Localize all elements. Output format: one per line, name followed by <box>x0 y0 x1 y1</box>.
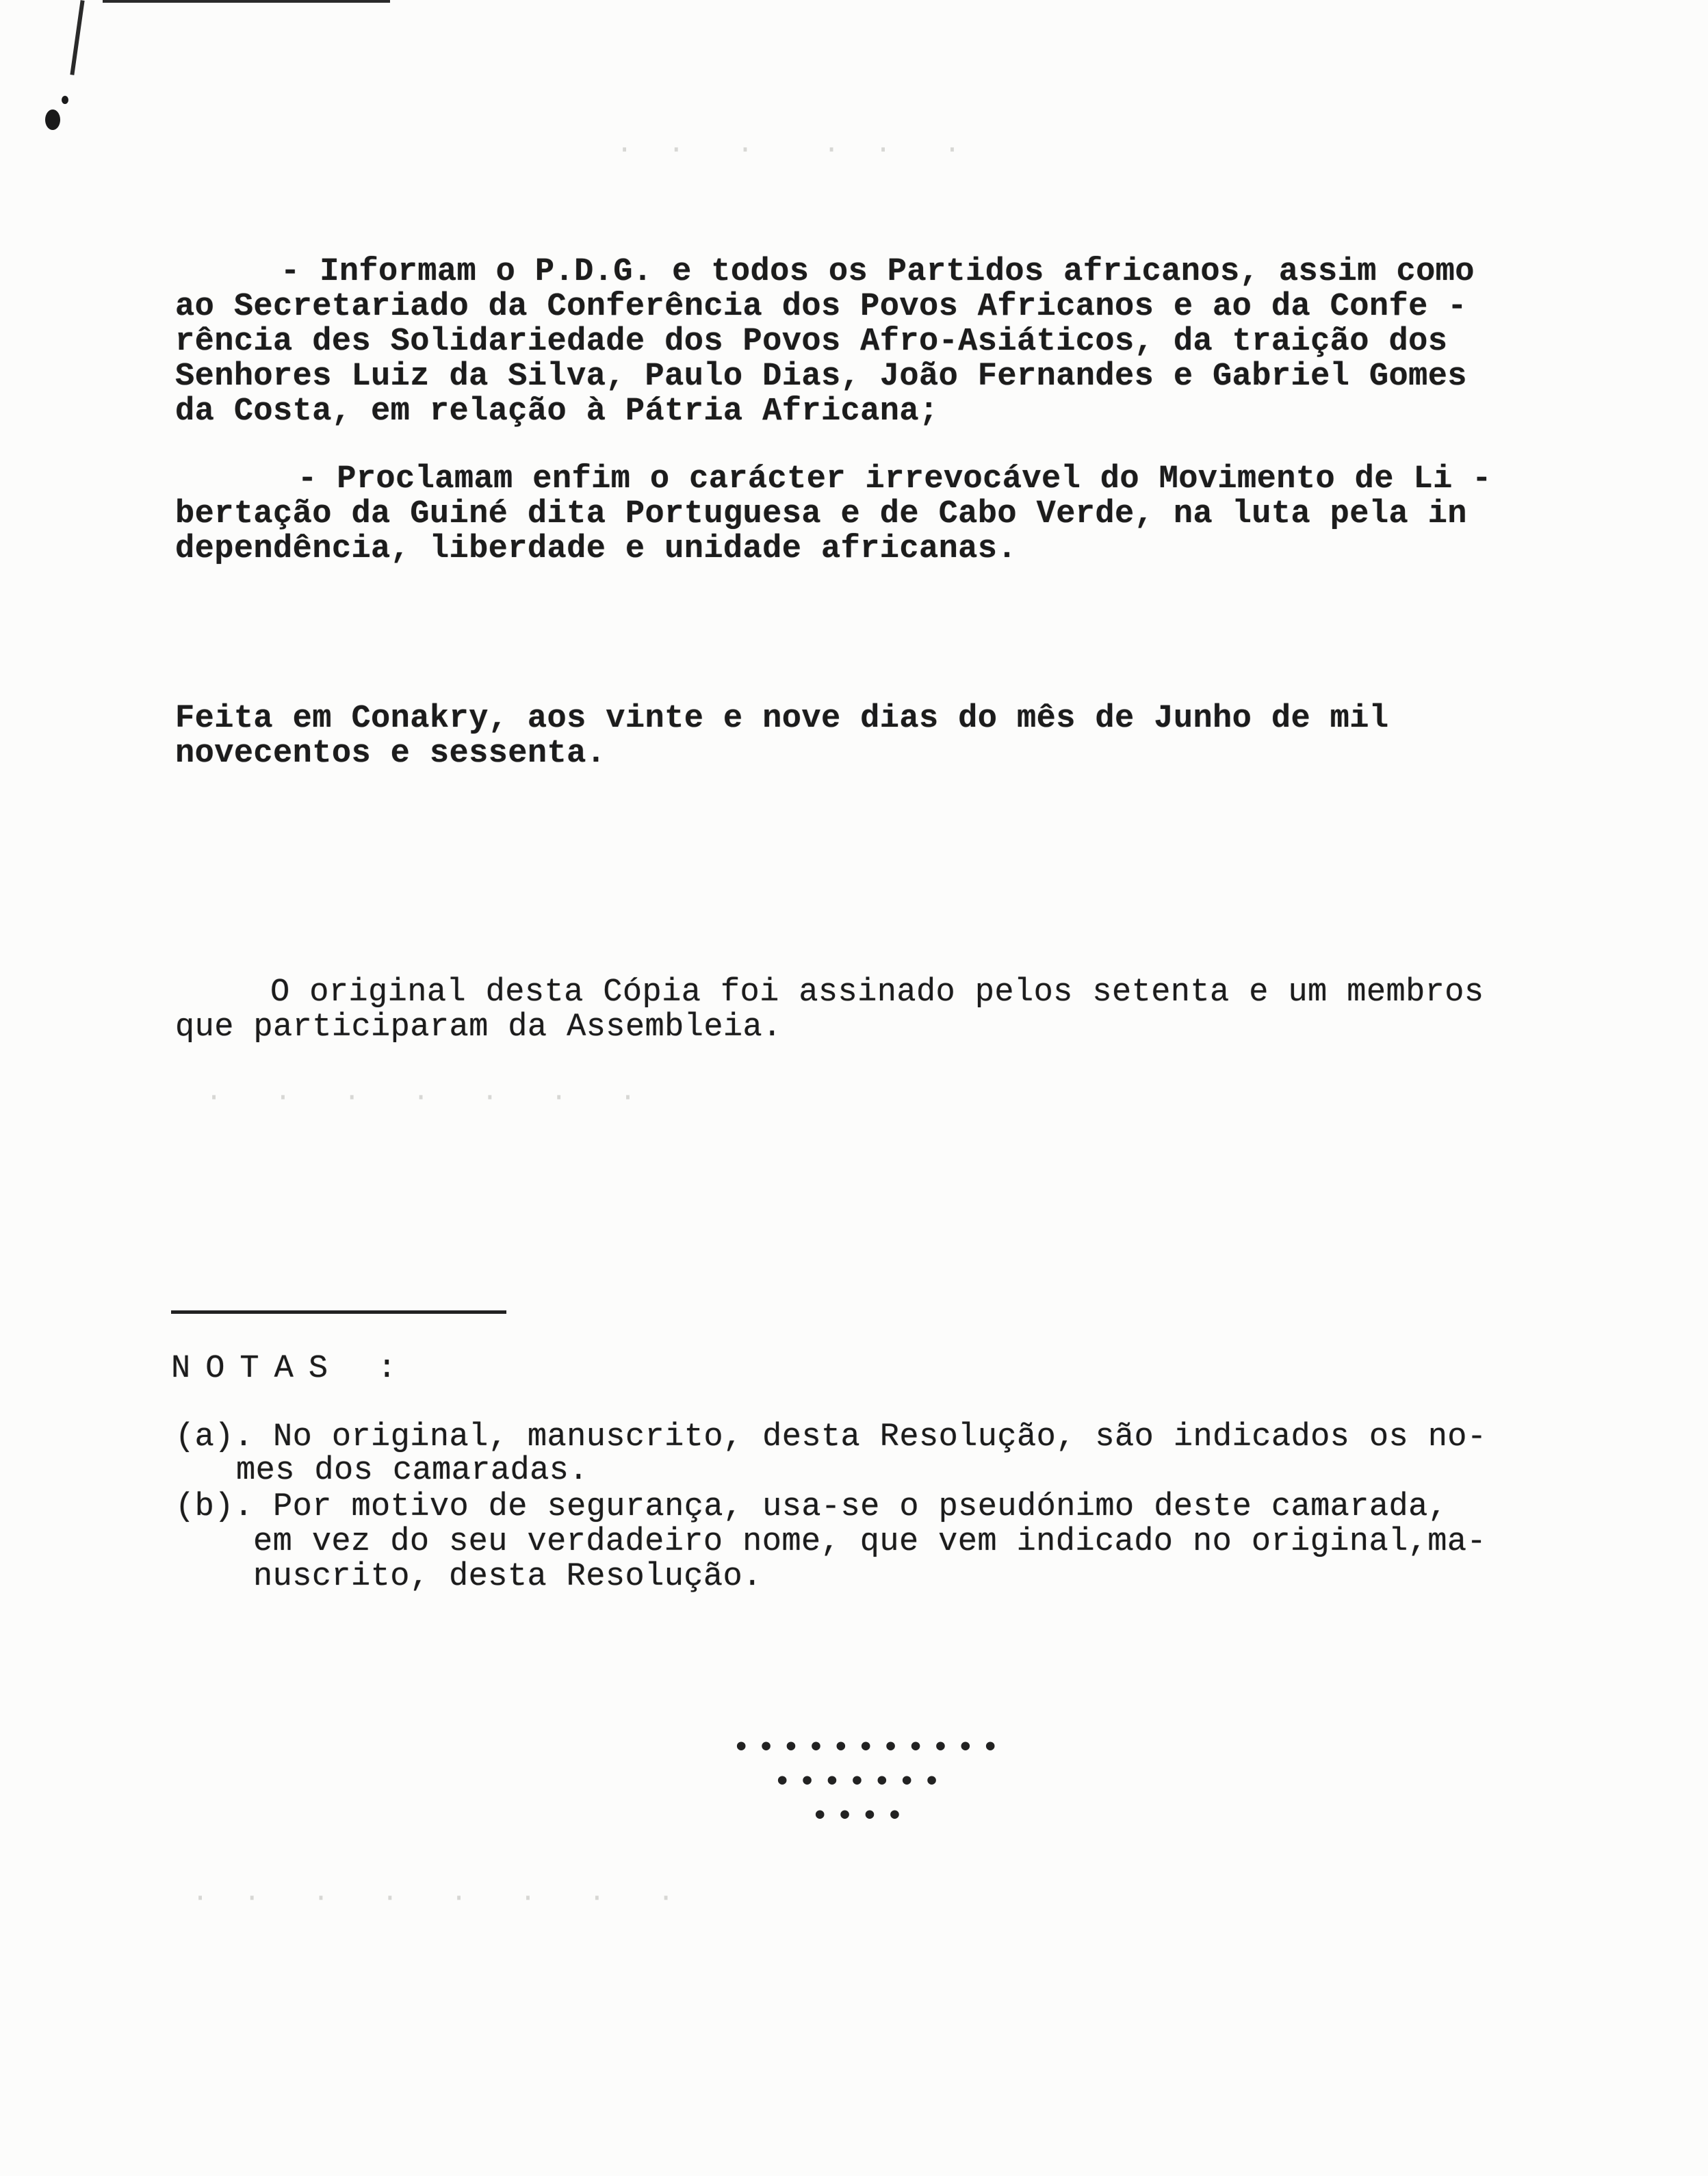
ornament-row-1: ••••••••••• <box>732 1731 1007 1765</box>
note-a-line-1: (a). No original, manuscrito, desta Resolução, são indicados os no- <box>175 1419 1487 1455</box>
paragraph-proclamam-line-1: - Proclamam enfim o carácter irrevocável do Movimento de Li - <box>298 461 1492 497</box>
bleed-through-text: · · · · · · · · <box>192 1882 675 1915</box>
note-b-line-3: nuscrito, desta Resolução. <box>253 1559 762 1595</box>
ink-smudge <box>62 96 68 104</box>
paper-edge-mark <box>103 0 390 3</box>
closing-line-2: novecentos e sessenta. <box>175 736 606 772</box>
ornament-row-2: ••••••• <box>773 1765 948 1800</box>
paragraph-proclamam-line-2: bertação da Guiné dita Portuguesa e de Cabo Verde, na luta pela in <box>175 496 1467 532</box>
signature-note-line-1: O original desta Cópia foi assinado pelos setenta e um membros <box>270 974 1484 1011</box>
note-b-line-1: (b). Por motivo de segurança, usa-se o pseudónimo deste camarada, <box>175 1489 1448 1525</box>
closing-line-1: Feita em Conakry, aos vinte e nove dias do mês de Junho de mil <box>175 701 1389 737</box>
bleed-through-text: · · · · · · <box>616 133 961 166</box>
paragraph-informam-line-5: da Costa, em relação à Pátria Africana; <box>175 393 939 430</box>
paragraph-informam-line-2: ao Secretariado da Conferência dos Povos Africanos e ao da Confe - <box>175 289 1467 325</box>
notes-divider-rule <box>171 1310 506 1314</box>
note-a-line-2: mes dos camaradas. <box>236 1453 588 1489</box>
paragraph-proclamam-line-3: dependência, liberdade e unidade africanas. <box>175 531 1017 567</box>
paragraph-informam-line-1: - Informam o P.D.G. e todos os Partidos africanos, assim como <box>281 254 1475 290</box>
paragraph-informam-line-3: rência des Solidariedade dos Povos Afro-Asiáticos, da traição dos <box>175 324 1448 360</box>
bleed-through-text: · · · · · · · <box>205 1081 637 1114</box>
paper-edge-mark <box>70 0 84 75</box>
signature-note-line-2: que participaram da Assembleia. <box>175 1009 782 1046</box>
notes-heading: NOTAS : <box>171 1351 412 1387</box>
paragraph-informam-line-4: Senhores Luiz da Silva, Paulo Dias, João Fernandes e Gabriel Gomes <box>175 359 1467 395</box>
note-b-line-2: em vez do seu verdadeiro nome, que vem indicado no original,ma- <box>253 1524 1487 1560</box>
ink-smudge <box>45 109 60 130</box>
ornament-row-3: •••• <box>811 1800 911 1834</box>
